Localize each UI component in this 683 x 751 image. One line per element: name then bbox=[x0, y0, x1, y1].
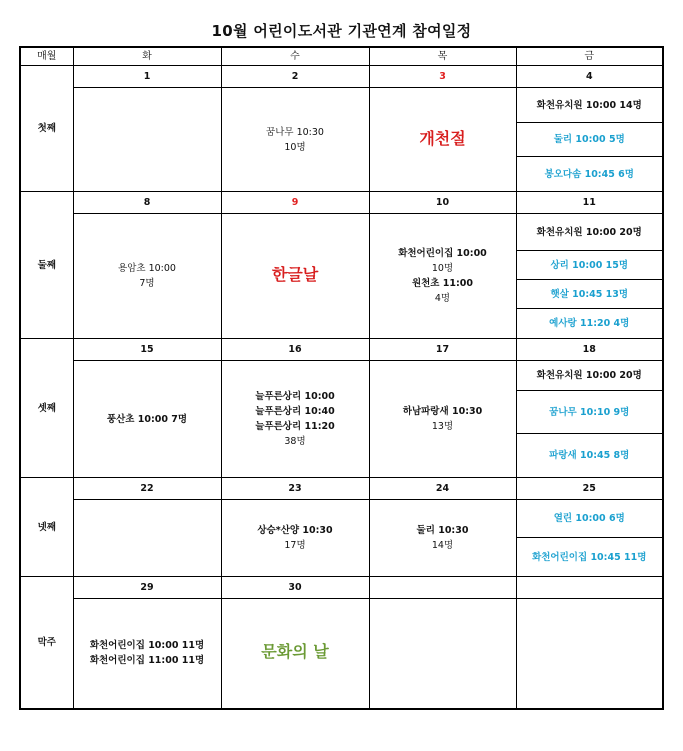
wed-cell bbox=[221, 599, 369, 709]
fri-cell-empty bbox=[516, 599, 663, 709]
fri-cell bbox=[516, 500, 663, 577]
schedule-entry: 둘리 10:30 bbox=[416, 525, 469, 536]
thu-cell-empty bbox=[369, 599, 516, 709]
day-number-empty bbox=[369, 577, 516, 599]
thu-cell bbox=[369, 361, 516, 478]
fri-slot: 화천유치원 10:00 14명 bbox=[517, 88, 663, 123]
fri-slot: 봉오다솜 10:45 6명 bbox=[544, 168, 634, 180]
fri-slot: 파랑새 10:45 8명 bbox=[549, 450, 630, 461]
week-label: 막주 bbox=[20, 577, 73, 709]
wed-cell bbox=[221, 500, 369, 577]
day-number: 18 bbox=[516, 339, 663, 361]
week4-daynum-row bbox=[20, 478, 663, 500]
schedule-entry: 늘푸른상리 10:40 bbox=[255, 406, 335, 417]
thu-cell bbox=[369, 500, 516, 577]
schedule-count: 10명 bbox=[431, 263, 454, 274]
culture-day-label: 문화의 날 bbox=[261, 642, 329, 662]
day-number: 2 bbox=[221, 66, 369, 88]
fri-cell bbox=[516, 361, 663, 478]
week-label: 둘째 bbox=[20, 192, 73, 339]
week1-daynum-row bbox=[20, 66, 663, 88]
day-number: 25 bbox=[516, 478, 663, 500]
fri-slot: 둘리 10:00 5명 bbox=[517, 123, 663, 157]
fri-slot: 햇살 10:45 13명 bbox=[517, 280, 663, 309]
fri-cell bbox=[516, 214, 663, 339]
wed-cell bbox=[221, 361, 369, 478]
week4-content-row bbox=[20, 500, 663, 577]
schedule-table bbox=[19, 46, 664, 710]
thu-cell bbox=[369, 88, 516, 192]
thu-cell bbox=[369, 214, 516, 339]
schedule-entry: 꿈나무 10:30 bbox=[266, 126, 324, 138]
fri-slot: 예사랑 11:20 4명 bbox=[549, 318, 630, 329]
day-number-empty bbox=[516, 577, 663, 599]
day-number: 17 bbox=[369, 339, 516, 361]
week2-content-row bbox=[20, 214, 663, 339]
day-number-holiday: 3 bbox=[369, 66, 516, 88]
schedule-entry: 용암초 10:00 bbox=[118, 263, 176, 274]
week5-daynum-row bbox=[20, 577, 663, 599]
wed-cell bbox=[221, 88, 369, 192]
week2-daynum-row bbox=[20, 192, 663, 214]
schedule-entry: 늘푸른상리 10:00 bbox=[255, 391, 335, 402]
schedule-count: 14명 bbox=[431, 540, 454, 551]
schedule-entry: 하남파랑새 10:30 bbox=[402, 406, 483, 417]
day-number-holiday: 9 bbox=[221, 192, 369, 214]
header-month: 매월 bbox=[20, 47, 73, 66]
schedule-count: 10명 bbox=[284, 141, 306, 153]
week3-content-row bbox=[20, 361, 663, 478]
week5-content-row bbox=[20, 599, 663, 709]
schedule-entry: 늘푸른상리 11:20 bbox=[255, 421, 335, 432]
schedule-count: 38명 bbox=[284, 436, 306, 447]
schedule-count: 4명 bbox=[434, 293, 451, 304]
fri-slot: 화천어린이집 10:45 11명 bbox=[532, 551, 647, 563]
day-number: 15 bbox=[73, 339, 221, 361]
day-number: 8 bbox=[73, 192, 221, 214]
header-wed: 수 bbox=[221, 47, 369, 66]
wed-cell bbox=[221, 214, 369, 339]
tue-cell-empty bbox=[73, 88, 221, 192]
schedule-entry: 화천어린이집 10:00 11명 bbox=[89, 640, 205, 652]
week-label: 넷째 bbox=[20, 478, 73, 577]
schedule-entry: 화천어린이집 10:00 bbox=[398, 248, 487, 259]
tue-cell bbox=[73, 214, 221, 339]
fri-slot: 꿈나무 10:10 9명 bbox=[517, 391, 663, 434]
schedule-count: 17명 bbox=[284, 540, 306, 551]
holiday-label: 한글날 bbox=[271, 265, 319, 284]
fri-cell bbox=[516, 88, 663, 192]
week1-content-row bbox=[20, 88, 663, 192]
schedule-entry: 화천어린이집 11:00 11명 bbox=[89, 655, 205, 667]
holiday-label: 개천절 bbox=[419, 128, 466, 148]
week-label: 첫째 bbox=[20, 66, 73, 192]
week3-daynum-row bbox=[20, 339, 663, 361]
header-fri: 금 bbox=[516, 47, 663, 66]
tue-cell bbox=[73, 361, 221, 478]
header-thu: 목 bbox=[369, 47, 516, 66]
header-row bbox=[20, 47, 663, 66]
day-number: 30 bbox=[221, 577, 369, 599]
day-number: 29 bbox=[73, 577, 221, 599]
day-number: 24 bbox=[369, 478, 516, 500]
fri-slot: 화천유치원 10:00 20명 bbox=[517, 214, 663, 251]
header-tue: 화 bbox=[73, 47, 221, 66]
tue-cell-empty bbox=[73, 500, 221, 577]
week-label: 셋째 bbox=[20, 339, 73, 478]
schedule-entry: 상승*산양 10:30 bbox=[257, 525, 333, 536]
fri-slot: 열린 10:00 6명 bbox=[517, 500, 663, 538]
schedule-count: 13명 bbox=[431, 421, 454, 432]
day-number: 11 bbox=[516, 192, 663, 214]
day-number: 23 bbox=[221, 478, 369, 500]
schedule-entry: 풍산초 10:00 7명 bbox=[106, 413, 188, 425]
day-number: 16 bbox=[221, 339, 369, 361]
page-title: 10월 어린이도서관 기관연계 참여일정 bbox=[211, 22, 472, 40]
day-number: 1 bbox=[73, 66, 221, 88]
schedule-entry: 원천초 11:00 bbox=[411, 278, 474, 289]
day-number: 4 bbox=[516, 66, 663, 88]
day-number: 10 bbox=[369, 192, 516, 214]
schedule-count: 7명 bbox=[139, 278, 155, 289]
tue-cell bbox=[73, 599, 221, 709]
fri-slot: 화천유치원 10:00 20명 bbox=[517, 361, 663, 391]
fri-slot: 상리 10:00 15명 bbox=[517, 251, 663, 280]
day-number: 22 bbox=[73, 478, 221, 500]
